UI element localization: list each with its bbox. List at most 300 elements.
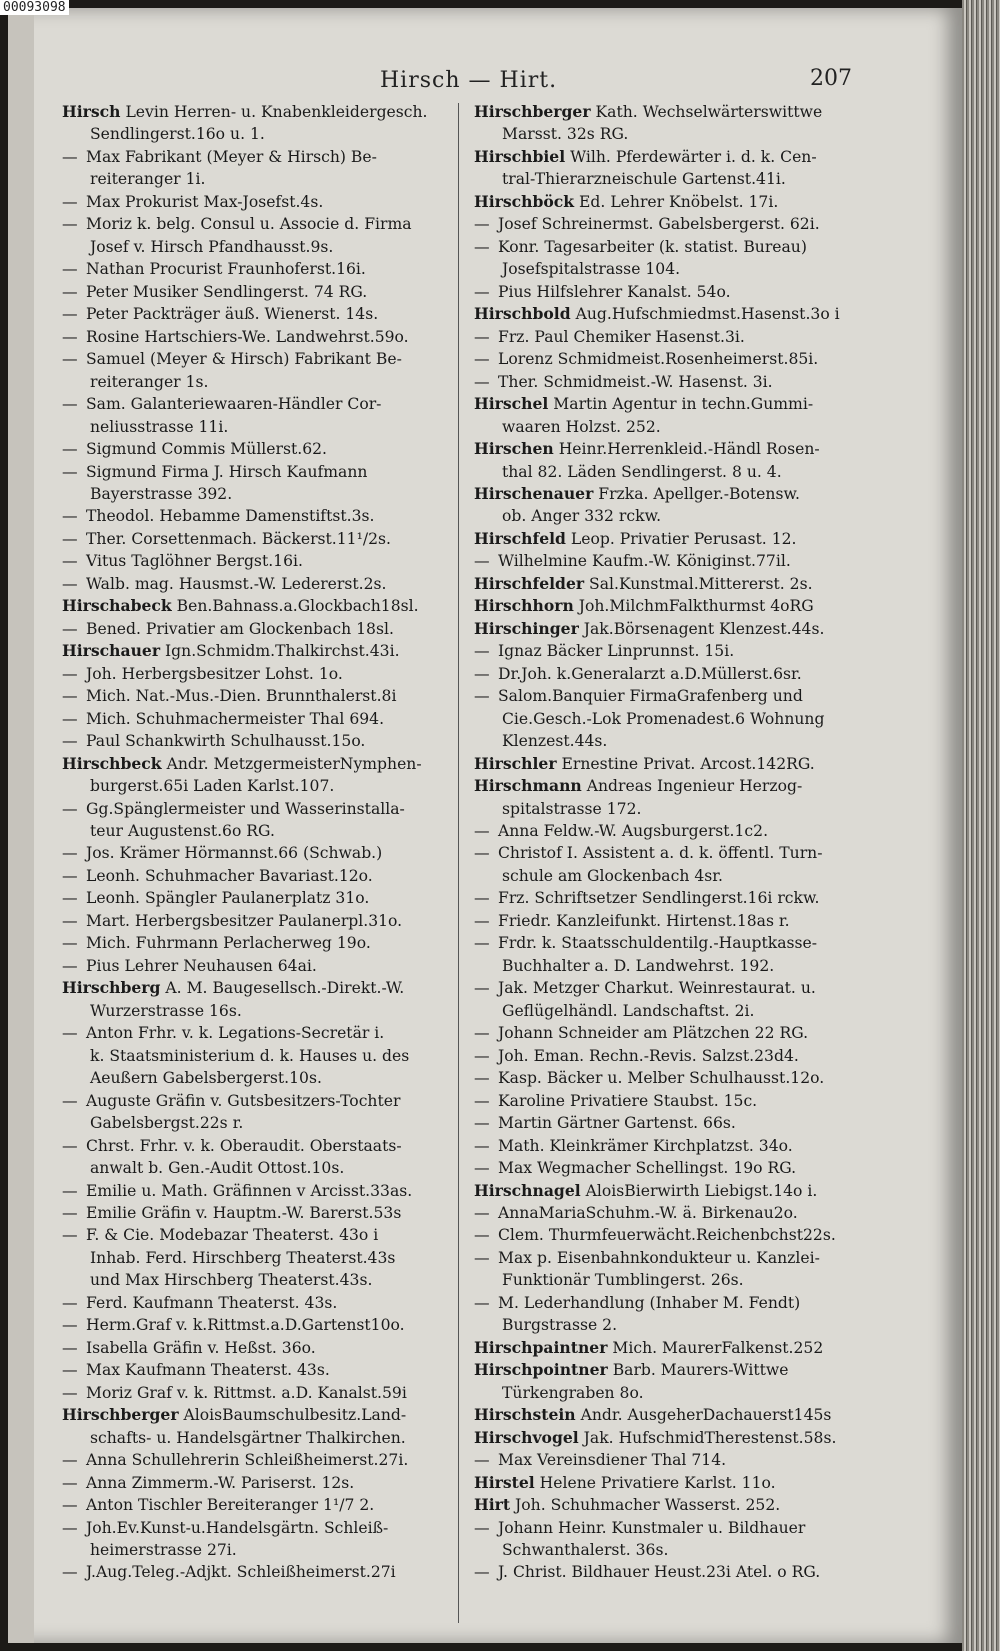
directory-line xyxy=(62,708,466,730)
directory-line xyxy=(474,708,874,730)
entry-text: Anna Feldw.-W. Augsburgerst.1c2. xyxy=(498,822,769,840)
entry-text: Wilh. Pferdewärter i. d. k. Cen- xyxy=(565,147,817,166)
directory-line xyxy=(474,1314,874,1336)
surname-heading: Hirschenauer xyxy=(474,483,594,503)
directory-line xyxy=(62,932,466,954)
entry-text: Kath. Wechselwärterswittwe xyxy=(590,103,823,121)
directory-line xyxy=(474,236,874,258)
entry-text: Frdr. k. Staatsschuldentilg.-Hauptkasse- xyxy=(498,934,818,953)
right-column xyxy=(474,101,874,1584)
directory-line xyxy=(474,1269,874,1291)
directory-line xyxy=(62,191,466,213)
ditto-dash: — xyxy=(62,1496,78,1515)
surname-heading: Hirsch xyxy=(62,102,121,121)
directory-line xyxy=(62,820,466,842)
directory-line xyxy=(474,213,874,235)
surname-heading: Hirschbeck xyxy=(62,753,162,773)
directory-line xyxy=(474,977,874,999)
entry-text: Leop. Privatier Perusast. 12. xyxy=(565,529,797,548)
directory-line xyxy=(62,326,466,348)
ditto-dash: — xyxy=(474,687,490,706)
entry-text: Sal.Kunstmal.Mittererst. 2s. xyxy=(584,574,813,593)
entry-text: Leonh. Spängler Paulanerplatz 31o. xyxy=(86,889,370,908)
directory-line xyxy=(474,640,874,662)
ditto-dash: — xyxy=(62,552,78,571)
ditto-dash: — xyxy=(62,866,78,885)
ditto-dash: — xyxy=(62,282,78,301)
directory-line xyxy=(62,977,466,999)
entry-text: Andr. MetzgermeisterNymphen- xyxy=(161,754,422,773)
directory-line xyxy=(62,753,466,775)
entry-text: Konr. Tagesarbeiter (k. statist. Bureau) xyxy=(498,237,807,256)
entry-text: AloisBaumschulbesitz.Land- xyxy=(178,1406,407,1425)
ditto-dash: — xyxy=(474,664,490,683)
entry-text: Ernestine Privat. Arcost.142RG. xyxy=(556,754,815,773)
ditto-dash: — xyxy=(62,709,78,728)
ditto-dash: — xyxy=(62,664,78,683)
ditto-dash: — xyxy=(62,260,78,279)
directory-line xyxy=(62,123,466,145)
entry-text: Josefspitalstrasse 104. xyxy=(502,260,681,279)
entry-text: Isabella Gräfin v. Heßst. 36o. xyxy=(86,1338,316,1357)
ditto-dash: — xyxy=(62,1024,78,1043)
entry-text: Max p. Eisenbahnkondukteur u. Kanzlei- xyxy=(498,1248,820,1267)
ditto-dash: — xyxy=(62,1338,78,1357)
ditto-dash: — xyxy=(474,1024,490,1043)
ditto-dash: — xyxy=(62,911,78,930)
ditto-dash: — xyxy=(474,1226,490,1245)
entry-text: Barb. Maurers-Wittwe xyxy=(607,1361,789,1380)
directory-line xyxy=(62,258,466,280)
ditto-dash: — xyxy=(62,934,78,953)
directory-line xyxy=(62,955,466,977)
surname-heading: Hirschvogel xyxy=(474,1427,579,1447)
surname-heading: Hirschstein xyxy=(474,1405,576,1425)
directory-line xyxy=(474,663,874,685)
directory-line xyxy=(62,461,466,483)
ditto-dash: — xyxy=(474,372,490,391)
directory-line xyxy=(62,798,466,820)
directory-line xyxy=(474,775,874,797)
directory-line xyxy=(62,528,466,550)
surname-heading: Hirschhorn xyxy=(474,596,574,616)
entry-text: Paul Schankwirth Schulhausst.15o. xyxy=(86,732,366,751)
surname-heading: Hirschfelder xyxy=(474,573,585,593)
entry-text: Samuel (Meyer & Hirsch) Fabrikant Be- xyxy=(86,350,402,369)
entry-text: Ignaz Bäcker Linprunnst. 15i. xyxy=(498,642,735,661)
entry-text: Burgstrasse 2. xyxy=(502,1316,618,1335)
directory-line xyxy=(62,1224,466,1246)
directory-line xyxy=(62,842,466,864)
entry-text: burgerst.65i Laden Karlst.107. xyxy=(90,777,335,796)
directory-line xyxy=(474,1022,874,1044)
ditto-dash: — xyxy=(62,192,78,211)
ditto-dash: — xyxy=(62,462,78,481)
entry-text: Ferd. Kaufmann Theaterst. 43s. xyxy=(86,1293,338,1312)
directory-line xyxy=(474,932,874,954)
entry-text: Cie.Gesch.-Lok Promenadest.6 Wohnung xyxy=(502,709,825,728)
directory-line xyxy=(62,1449,466,1471)
directory-line xyxy=(474,887,874,909)
entry-text: Jak.Börsenagent Klenzest.44s. xyxy=(578,619,825,638)
entry-text: Anton Frhr. v. k. Legations-Secretär i. xyxy=(86,1024,385,1043)
directory-line xyxy=(62,101,466,123)
entry-text: Helene Privatiere Karlst. 11o. xyxy=(534,1473,776,1492)
directory-line xyxy=(474,1517,874,1539)
entry-text: Max Prokurist Max-Josefst.4s. xyxy=(86,192,324,211)
entry-text: thal 82. Läden Sendlingerst. 8 u. 4. xyxy=(502,462,782,481)
directory-line xyxy=(474,865,874,887)
entry-text: Frz. Schriftsetzer Sendlingerst.16i rckw. xyxy=(498,889,820,908)
directory-line xyxy=(474,303,874,325)
ditto-dash: — xyxy=(62,732,78,751)
surname-heading: Hirschinger xyxy=(474,618,579,638)
entry-text: Inhab. Ferd. Hirschberg Theaterst.43s xyxy=(90,1248,396,1267)
directory-line xyxy=(474,1157,874,1179)
directory-line xyxy=(474,955,874,977)
entry-text: Gabelsbergst.22s r. xyxy=(90,1114,244,1133)
entry-text: Theodol. Hebamme Damenstiftst.3s. xyxy=(86,507,375,526)
directory-line xyxy=(62,1539,466,1561)
entry-text: Mich. Schuhmachermeister Thal 694. xyxy=(86,709,385,728)
ditto-dash: — xyxy=(62,1181,78,1200)
entry-text: heimerstrasse 27i. xyxy=(90,1541,237,1559)
entry-text: schule am Glockenbach 4sr. xyxy=(502,866,723,885)
entry-text: Ed. Lehrer Knöbelst. 17i. xyxy=(574,192,779,211)
entry-text: Sigmund Firma J. Hirsch Kaufmann xyxy=(86,462,368,481)
entry-text: Andr. AusgeherDachauerst145s xyxy=(575,1406,832,1425)
ditto-dash: — xyxy=(474,1248,490,1267)
entry-text: Heinr.Herrenkleid.-Händl Rosen- xyxy=(553,440,820,459)
ditto-dash: — xyxy=(62,844,78,863)
entry-text: Ben.Bahnass.a.Glockbach18sl. xyxy=(171,597,419,616)
directory-line xyxy=(62,146,466,168)
entry-text: Pius Hilfslehrer Kanalst. 54o. xyxy=(498,282,731,301)
directory-line xyxy=(62,281,466,303)
directory-line xyxy=(474,1112,874,1134)
ditto-dash: — xyxy=(474,282,490,301)
ditto-dash: — xyxy=(474,237,490,256)
directory-line xyxy=(474,258,874,280)
entry-text: Mich. Fuhrmann Perlacherweg 19o. xyxy=(86,934,371,953)
directory-line xyxy=(62,865,466,887)
ditto-dash: — xyxy=(62,799,78,818)
directory-line xyxy=(62,1067,466,1089)
directory-line xyxy=(62,1337,466,1359)
directory-line xyxy=(474,573,874,595)
entry-text: Mart. Herbergsbesitzer Paulanerpl.31o. xyxy=(86,911,403,930)
directory-line xyxy=(62,393,466,415)
directory-line xyxy=(474,1292,874,1314)
surname-heading: Hirschböck xyxy=(474,191,575,211)
directory-line xyxy=(62,1157,466,1179)
directory-line xyxy=(474,842,874,864)
entry-text: schafts- u. Handelsgärtner Thalkirchen. xyxy=(90,1428,406,1447)
directory-line xyxy=(474,595,874,617)
ditto-dash: — xyxy=(474,1091,490,1110)
entry-text: Johann Schneider am Plätzchen 22 RG. xyxy=(498,1024,809,1043)
entry-text: A. M. Baugesellsch.-Direkt.-W. xyxy=(160,979,405,998)
directory-line xyxy=(62,1112,466,1134)
running-head: Hirsch — Hirt. xyxy=(380,68,558,93)
directory-line xyxy=(474,753,874,775)
entry-text: Peter Packträger äuß. Wienerst. 14s. xyxy=(86,305,379,324)
ditto-dash: — xyxy=(474,1159,490,1178)
entry-text: Vitus Taglöhner Bergst.16i. xyxy=(86,552,303,571)
directory-line xyxy=(62,887,466,909)
left-column xyxy=(62,101,466,1584)
directory-line xyxy=(474,1067,874,1089)
surname-heading: Hirschmann xyxy=(474,776,582,796)
directory-line xyxy=(62,1404,466,1426)
ditto-dash: — xyxy=(474,1293,490,1312)
ditto-dash: — xyxy=(474,911,490,930)
entry-text: Martin Agentur in techn.Gummi- xyxy=(548,395,814,414)
entry-text: Max Fabrikant (Meyer & Hirsch) Be- xyxy=(86,147,377,166)
ditto-dash: — xyxy=(474,350,490,369)
left-page-margin xyxy=(8,8,34,1643)
ditto-dash: — xyxy=(62,956,78,975)
directory-line xyxy=(62,1382,466,1404)
entry-text: k. Staatsministerium d. k. Hauses u. des xyxy=(90,1046,410,1065)
directory-line xyxy=(62,1135,466,1157)
ditto-dash: — xyxy=(62,395,78,414)
entry-text: Herm.Graf v. k.Rittmst.a.D.Gartenst10o. xyxy=(86,1316,405,1335)
entry-text: Wilhelmine Kaufm.-W. Königinst.77il. xyxy=(498,552,791,571)
directory-line xyxy=(474,1561,874,1583)
directory-line xyxy=(62,236,466,258)
directory-line xyxy=(474,1494,874,1516)
ditto-dash: — xyxy=(474,1069,490,1088)
entry-text: Johann Heinr. Kunstmaler u. Bildhauer xyxy=(498,1518,806,1537)
directory-line xyxy=(474,1090,874,1112)
entry-text: teur Augustenst.6o RG. xyxy=(90,822,275,840)
directory-line xyxy=(474,1045,874,1067)
ditto-dash: — xyxy=(474,844,490,863)
directory-line xyxy=(474,1224,874,1246)
surname-heading: Hirschbold xyxy=(474,304,571,324)
directory-line xyxy=(62,1045,466,1067)
entry-text: ob. Anger 332 rckw. xyxy=(502,507,662,526)
ditto-dash: — xyxy=(474,642,490,661)
ditto-dash: — xyxy=(474,1563,490,1582)
ditto-dash: — xyxy=(474,1203,490,1222)
entry-text: tral-Thierarzneischule Gartenst.41i. xyxy=(502,170,786,189)
directory-line xyxy=(62,775,466,797)
entry-text: AnnaMariaSchuhm.-W. ä. Birkenau2o. xyxy=(498,1203,798,1222)
entry-text: waaren Holzst. 252. xyxy=(502,417,661,436)
directory-line xyxy=(474,168,874,190)
directory-line xyxy=(474,820,874,842)
directory-line xyxy=(474,1382,874,1404)
directory-line xyxy=(474,528,874,550)
entry-text: J.Aug.Teleg.-Adjkt. Schleißheimerst.27i xyxy=(86,1563,396,1582)
entry-text: Türkengraben 8o. xyxy=(502,1383,644,1402)
directory-line xyxy=(474,483,874,505)
ditto-dash: — xyxy=(474,934,490,953)
entry-text: Martin Gärtner Gartenst. 66s. xyxy=(498,1114,736,1133)
entry-text: Lorenz Schmidmeist.Rosenheimerst.85i. xyxy=(498,350,819,369)
directory-line xyxy=(474,618,874,640)
directory-line xyxy=(62,505,466,527)
entry-text: Emilie Gräfin v. Hauptm.-W. Barerst.53s xyxy=(86,1203,402,1222)
entry-text: Nathan Procurist Fraunhoferst.16i. xyxy=(86,260,366,279)
entry-text: Ther. Schmidmeist.-W. Hasenst. 3i. xyxy=(498,372,773,391)
entry-text: Frz. Paul Chemiker Hasenst.3i. xyxy=(498,327,745,346)
entry-text: Aug.Hufschmiedmst.Hasenst.3o i xyxy=(570,305,840,324)
surname-heading: Hirschberg xyxy=(62,978,161,998)
ditto-dash: — xyxy=(474,215,490,234)
directory-line xyxy=(62,1022,466,1044)
ditto-dash: — xyxy=(62,1091,78,1110)
directory-line xyxy=(474,348,874,370)
directory-line xyxy=(474,416,874,438)
entry-text: Joh.Ev.Kunst-u.Handelsgärtn. Schleiß- xyxy=(86,1518,389,1537)
directory-line xyxy=(474,798,874,820)
directory-line xyxy=(474,1135,874,1157)
entry-text: Ign.Schmidm.Thalkirchst.43i. xyxy=(160,642,400,661)
entry-text: Karoline Privatiere Staubst. 15c. xyxy=(498,1091,758,1110)
directory-line xyxy=(62,573,466,595)
directory-line xyxy=(474,461,874,483)
surname-heading: Hirschpointner xyxy=(474,1360,608,1380)
directory-line xyxy=(62,1292,466,1314)
entry-text: spitalstrasse 172. xyxy=(502,799,642,818)
directory-line xyxy=(62,1202,466,1224)
entry-text: AloisBierwirth Liebigst.14o i. xyxy=(580,1181,818,1200)
entry-text: reiteranger 1s. xyxy=(90,372,209,391)
ditto-dash: — xyxy=(62,529,78,548)
ditto-dash: — xyxy=(62,1563,78,1582)
ditto-dash: — xyxy=(474,1451,490,1470)
ditto-dash: — xyxy=(474,327,490,346)
surname-heading: Hirstel xyxy=(474,1472,535,1492)
directory-line xyxy=(474,1427,874,1449)
ditto-dash: — xyxy=(62,1473,78,1492)
directory-line xyxy=(474,438,874,460)
surname-heading: Hirschauer xyxy=(62,641,161,661)
entry-text: Jak. HufschmidTherestenst.58s. xyxy=(578,1428,837,1447)
entry-text: Jos. Krämer Hörmannst.66 (Schwab.) xyxy=(86,844,383,863)
directory-line xyxy=(62,663,466,685)
directory-line xyxy=(62,1359,466,1381)
directory-line xyxy=(62,730,466,752)
entry-text: Peter Musiker Sendlingerst. 74 RG. xyxy=(86,282,368,301)
entry-text: Friedr. Kanzleifunkt. Hirtenst.18as r. xyxy=(498,911,790,930)
entry-text: Pius Lehrer Neuhausen 64ai. xyxy=(86,956,317,975)
ditto-dash: — xyxy=(62,215,78,234)
ditto-dash: — xyxy=(62,1451,78,1470)
directory-line xyxy=(474,326,874,348)
ditto-dash: — xyxy=(474,979,490,998)
directory-line xyxy=(62,618,466,640)
ditto-dash: — xyxy=(474,1136,490,1155)
ditto-dash: — xyxy=(474,1114,490,1133)
ditto-dash: — xyxy=(62,1316,78,1335)
entry-text: Chrst. Frhr. v. k. Oberaudit. Oberstaats- xyxy=(86,1136,402,1155)
surname-heading: Hirschler xyxy=(474,753,557,773)
directory-line xyxy=(474,730,874,752)
directory-line xyxy=(474,1247,874,1269)
directory-line xyxy=(62,1472,466,1494)
directory-line xyxy=(62,1314,466,1336)
directory-line xyxy=(474,1449,874,1471)
page-number: 207 xyxy=(810,66,852,91)
page-stack-edge xyxy=(962,0,1000,1651)
directory-line xyxy=(62,685,466,707)
directory-line xyxy=(474,191,874,213)
entry-text: Moriz Graf v. k. Rittmst. a.D. Kanalst.59i xyxy=(86,1383,407,1402)
ditto-dash: — xyxy=(474,552,490,571)
entry-text: Rosine Hartschiers-We. Landwehrst.59o. xyxy=(86,327,409,346)
ditto-dash: — xyxy=(62,305,78,324)
ditto-dash: — xyxy=(474,1046,490,1065)
ditto-dash: — xyxy=(474,822,490,840)
surname-heading: Hirschel xyxy=(474,394,549,414)
ditto-dash: — xyxy=(62,507,78,526)
surname-heading: Hirschberger xyxy=(474,102,591,121)
entry-text: Joh. Herbergsbesitzer Lohst. 1o. xyxy=(86,664,343,683)
entry-text: Moriz k. belg. Consul u. Associe d. Firma xyxy=(86,215,412,234)
entry-text: Jak. Metzger Charkut. Weinrestaurat. u. xyxy=(498,979,816,998)
entry-text: Mich. MaurerFalkenst.252 xyxy=(607,1338,824,1357)
directory-line xyxy=(62,595,466,617)
entry-text: Andreas Ingenieur Herzog- xyxy=(581,777,803,796)
entry-text: Aeußern Gabelsbergerst.10s. xyxy=(90,1069,322,1088)
directory-line xyxy=(62,416,466,438)
directory-line xyxy=(474,505,874,527)
directory-line xyxy=(62,640,466,662)
ditto-dash: — xyxy=(62,889,78,908)
entry-text: Sigmund Commis Müllerst.62. xyxy=(86,440,327,459)
entry-text: Mich. Nat.-Mus.-Dien. Brunnthalerst.8i xyxy=(86,687,397,706)
entry-text: Bened. Privatier am Glockenbach 18sl. xyxy=(86,619,394,638)
entry-text: Christof I. Assistent a. d. k. öffentl. Turn- xyxy=(498,844,823,863)
entry-text: Schwanthalerst. 36s. xyxy=(502,1541,669,1559)
directory-line xyxy=(474,550,874,572)
entry-text: Gg.Spänglermeister und Wasserinstalla- xyxy=(86,799,405,818)
ditto-dash: — xyxy=(62,574,78,593)
directory-line xyxy=(62,1561,466,1583)
ditto-dash: — xyxy=(62,1383,78,1402)
directory-line xyxy=(62,371,466,393)
directory-line xyxy=(474,281,874,303)
entry-text: Wurzerstrasse 16s. xyxy=(90,1001,242,1020)
entry-text: anwalt b. Gen.-Audit Ottost.10s. xyxy=(90,1159,345,1178)
entry-text: Josef v. Hirsch Pfandhausst.9s. xyxy=(90,237,334,256)
surname-heading: Hirschpaintner xyxy=(474,1337,608,1357)
entry-text: Joh.MilchmFalkthurmst 4oRG xyxy=(573,597,814,616)
ditto-dash: — xyxy=(62,440,78,459)
directory-line xyxy=(474,1359,874,1381)
directory-line xyxy=(62,1427,466,1449)
entry-text: und Max Hirschberg Theaterst.43s. xyxy=(90,1271,373,1290)
ditto-dash: — xyxy=(62,687,78,706)
ditto-dash: — xyxy=(62,1361,78,1380)
directory-line xyxy=(474,123,874,145)
directory-line xyxy=(62,1494,466,1516)
entry-text: Walb. mag. Hausmst.-W. Ledererst.2s. xyxy=(86,574,387,593)
surname-heading: Hirschnagel xyxy=(474,1180,581,1200)
directory-line xyxy=(62,303,466,325)
directory-line xyxy=(474,371,874,393)
surname-heading: Hirschfeld xyxy=(474,528,566,548)
directory-line xyxy=(62,1180,466,1202)
ditto-dash: — xyxy=(62,1136,78,1155)
directory-line xyxy=(62,1269,466,1291)
entry-text: Anna Zimmerm.-W. Pariserst. 12s. xyxy=(86,1473,355,1492)
entry-text: Anton Tischler Bereiteranger 1¹/7 2. xyxy=(86,1496,375,1515)
